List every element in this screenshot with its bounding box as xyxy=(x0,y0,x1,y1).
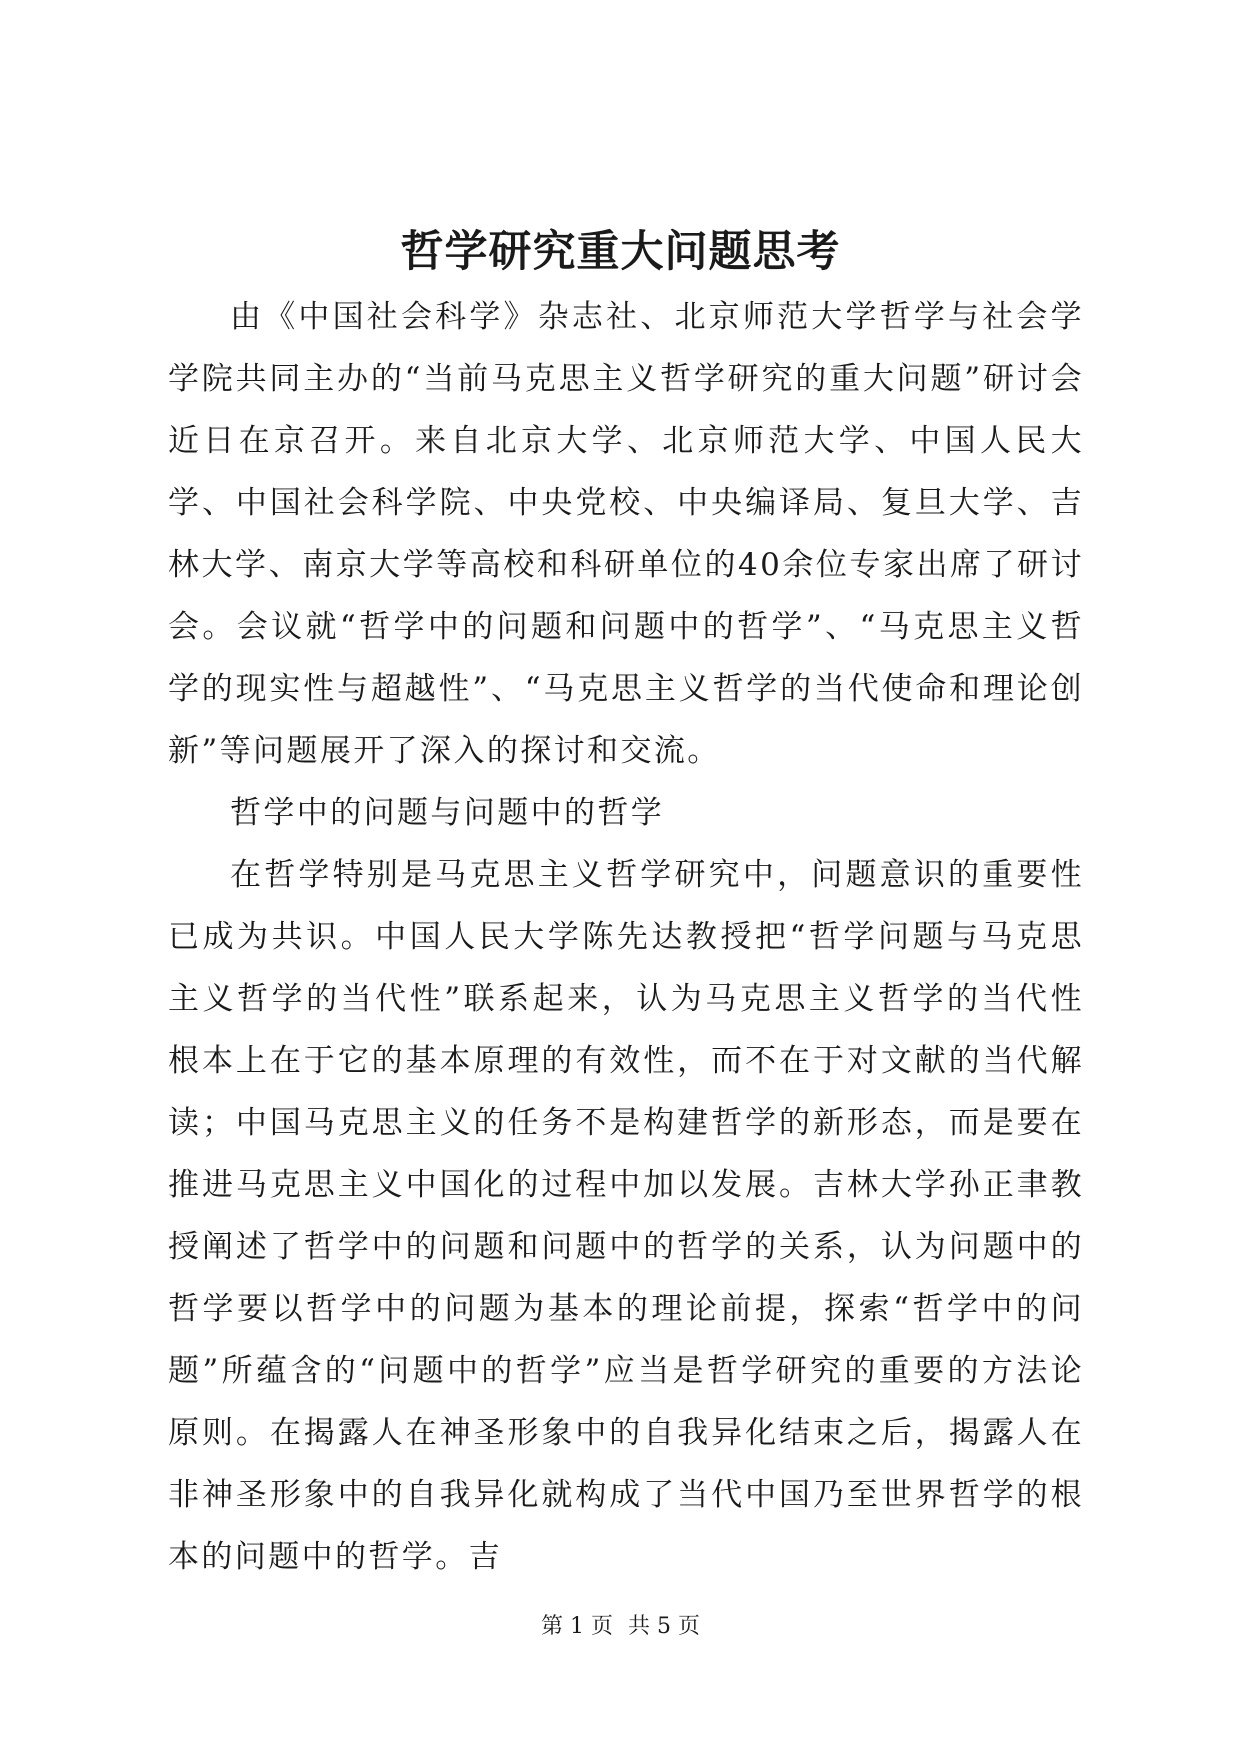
page-footer xyxy=(0,1612,1241,1642)
document-title: 哲学研究重大问题思考 xyxy=(400,227,841,277)
page-total: 共 5 页 xyxy=(628,1614,700,1639)
section-heading: 哲学中的问题与问题中的哲学 xyxy=(230,795,665,831)
page-number: 第 1 页 xyxy=(541,1614,613,1639)
document-body xyxy=(168,286,1084,1588)
paragraph-section-body: 在哲学特别是马克思主义哲学研究中，问题意识的重要性已成为共识。中国人民大学陈先达教授把“哲学问题与马克思主义哲学的当代性”联系起来，认为马克思主义哲学的当代性根本上在于它的基本原理的有效性，而不在于对文献的当代解读；中国马克思主义的任务不是构建哲学的新形态，而是要在推进马克思主义中国化的过程中加以发展。吉林大学孙正聿教授阐述了哲学中的问题和问题中的哲学的关系，认为问题中的哲学要以哲学中的问题为基本的理论前提，探索“哲学中的问题”所蕴含的“问题中的哲学”应当是哲学研究的重要的方法论原则。在揭露人在神圣形象中的自我异化结束之后，揭露人在非神圣形象中的自我异化就构成了当代中国乃至世界哲学的根本的问题中的哲学。吉 xyxy=(168,857,1084,1575)
paragraph-intro: 由《中国社会科学》杂志社、北京师范大学哲学与社会学学院共同主办的“当前马克思主义哲学研究的重大问题”研讨会近日在京召开。来自北京大学、北京师范大学、中国人民大学、中国社会科学院、中央党校、中央编译局、复旦大学、吉林大学、南京大学等高校和科研单位的40余位专家出席了研讨会。会议就“哲学中的问题和问题中的哲学”、“马克思主义哲学的现实性与超越性”、“马克思主义哲学的当代使命和理论创新”等问题展开了深入的探讨和交流。 xyxy=(168,299,1084,769)
